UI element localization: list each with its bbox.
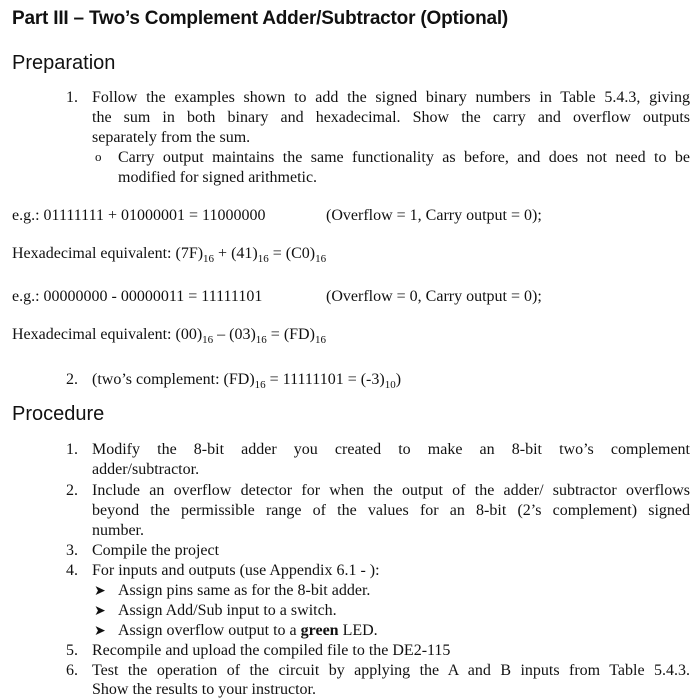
hex-label: Hexadecimal equivalent: xyxy=(12,326,176,343)
twos-base16: 16 xyxy=(254,379,266,391)
proc-sub-3-bold: green xyxy=(300,622,339,639)
prep-item-2-text xyxy=(92,370,401,391)
prep-item-1-line3: separately from the sum. xyxy=(92,129,251,146)
arrow-bullet-icon: ➤ xyxy=(94,582,106,598)
arrow-bullet-icon: ➤ xyxy=(94,622,106,638)
proc-item-2-line2: beyond the permissible range of the values for an 8-bit (2’s complement) signed xyxy=(92,502,690,519)
hex-a: (7F) xyxy=(175,245,204,262)
proc-item-1-number: 1. xyxy=(66,441,78,458)
proc-sub-3-pre: Assign overflow output to a xyxy=(118,622,301,639)
part-title: Part III – Two’s Complement Adder/Subtractor (Optional) xyxy=(12,8,509,29)
proc-sub-1: Assign pins same as for the 8-bit adder. xyxy=(118,582,371,599)
hex-c-base: 16 xyxy=(314,334,326,346)
proc-item-6-line1: Test the operation of the circuit by applying the A and B inputs from Table 5.4.3. xyxy=(92,662,690,679)
hex-b: (03) xyxy=(229,326,256,343)
prep-item-2-number: 2. xyxy=(66,371,78,388)
twos-post: ) xyxy=(395,371,402,388)
hex-b-base: 16 xyxy=(257,253,269,265)
proc-item-6-line2: Show the results to your instructor. xyxy=(92,681,316,698)
hex-c: (FD) xyxy=(283,326,315,343)
example2-equation: e.g.: 00000000 - 00000011 = 11111101 xyxy=(12,288,263,305)
hollow-bullet-icon: o xyxy=(95,149,102,164)
proc-item-3-number: 3. xyxy=(66,542,78,559)
hex-b: (41) xyxy=(231,245,258,262)
twos-mid: = 11111101 = (-3) xyxy=(265,371,385,388)
example1-equation: e.g.: 01111111 + 01000001 = 11000000 xyxy=(12,207,266,224)
prep-item-1-line1: Follow the examples shown to add the signed binary numbers in Table 5.4.3, giving xyxy=(92,89,690,106)
proc-item-1-line2: adder/subtractor. xyxy=(92,461,200,478)
example2-flags: (Overflow = 0, Carry output = 0); xyxy=(326,288,542,305)
twos-base10: 10 xyxy=(384,379,396,391)
hex-eq: = xyxy=(266,326,284,343)
proc-item-3-line1: Compile the project xyxy=(92,542,220,559)
prep-item-1-line2: the sum in both binary and hexadecimal. Show the carry and overflow outputs xyxy=(92,109,690,126)
proc-item-5-line1: Recompile and upload the compiled file to the DE2-115 xyxy=(92,642,451,659)
proc-item-2-number: 2. xyxy=(66,482,78,499)
example1-hex-line xyxy=(12,244,326,265)
proc-item-4-line1: For inputs and outputs (use Appendix 6.1 - ): xyxy=(92,562,380,579)
hex-c-base: 16 xyxy=(315,253,327,265)
proc-item-2-line3: number. xyxy=(92,522,144,539)
twos-pre: (two’s complement: xyxy=(92,371,224,388)
arrow-bullet-icon: ➤ xyxy=(94,602,106,618)
procedure-heading: Procedure xyxy=(12,403,105,425)
hex-label: Hexadecimal equivalent: xyxy=(12,245,176,262)
prep-item-1-number: 1. xyxy=(66,89,78,106)
hex-a-base: 16 xyxy=(202,334,214,346)
proc-item-2-line1: Include an overflow detector for when the output of the adder/ subtractor overflows xyxy=(92,482,690,499)
proc-sub-2: Assign Add/Sub input to a switch. xyxy=(118,602,337,619)
proc-item-5-number: 5. xyxy=(66,642,78,659)
hex-a-base: 16 xyxy=(203,253,215,265)
proc-item-4-number: 4. xyxy=(66,562,78,579)
hex-c: (C0) xyxy=(285,245,316,262)
twos-hex: (FD) xyxy=(223,371,255,388)
hex-minus: – xyxy=(213,326,230,343)
example2-hex-line xyxy=(12,325,326,346)
prep-bullet-line1: Carry output maintains the same functionality as before, and does not need to be xyxy=(118,149,690,166)
hex-plus: + xyxy=(214,245,232,262)
hex-a: (00) xyxy=(175,326,203,343)
prep-bullet-line2: modified for signed arithmetic. xyxy=(118,169,318,186)
proc-sub-3 xyxy=(118,621,378,641)
preparation-heading: Preparation xyxy=(12,52,116,74)
hex-b-base: 16 xyxy=(255,334,267,346)
proc-item-1-line1: Modify the 8-bit adder you created to make an 8-bit two’s complement xyxy=(92,441,690,458)
example1-flags: (Overflow = 1, Carry output = 0); xyxy=(326,207,542,224)
hex-eq: = xyxy=(268,245,286,262)
proc-sub-3-post: LED. xyxy=(338,622,378,639)
proc-item-6-number: 6. xyxy=(66,662,78,679)
